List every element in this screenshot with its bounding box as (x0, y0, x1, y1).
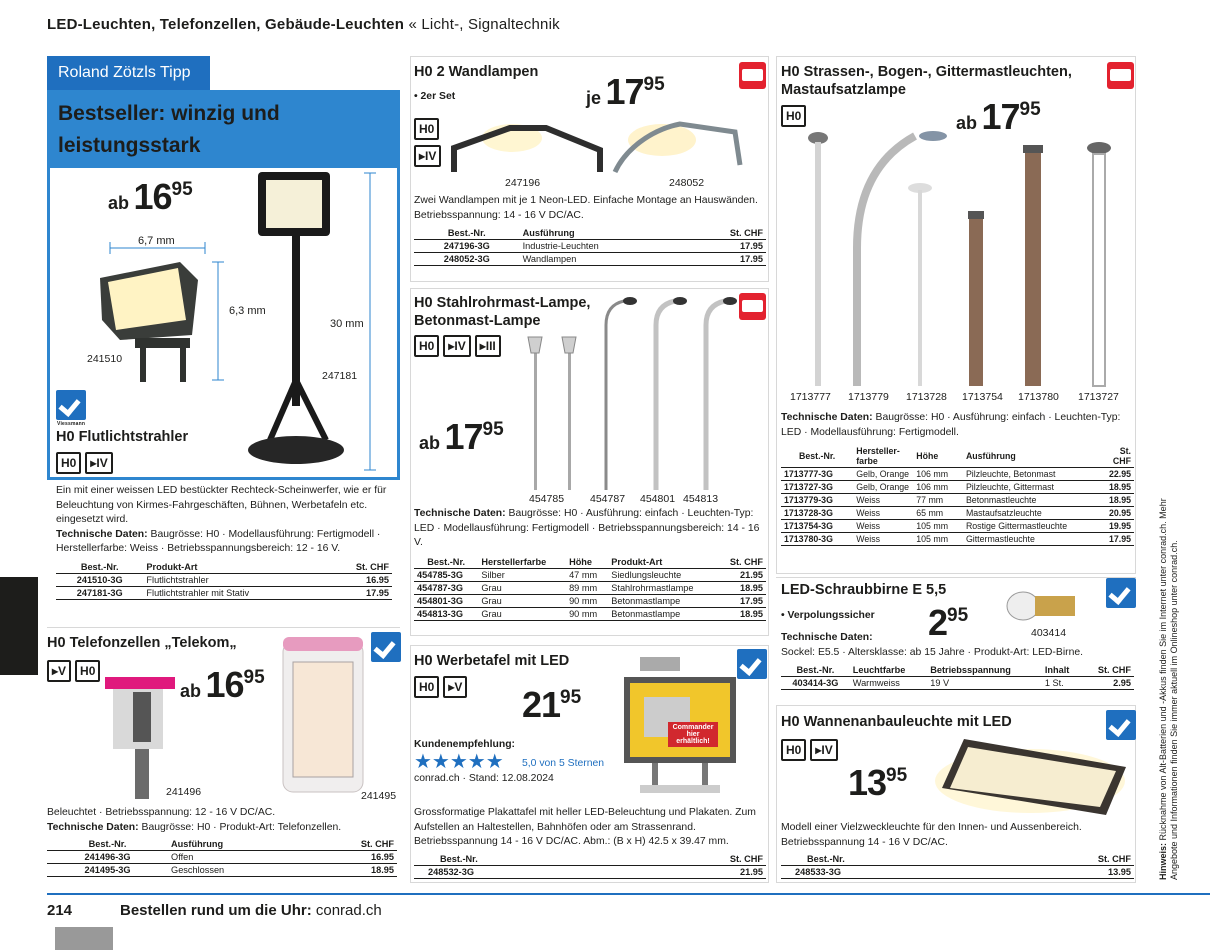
col-header: St. CHF (717, 556, 766, 569)
col-header: Ausführung (168, 838, 306, 851)
gauge-badge: ▸V (443, 676, 467, 698)
description-text: Modell einer Vielzweckleuchte für den Innen- und Aussenbereich. Betriebsspannung 14 - 16 V DC/AC. (781, 822, 1082, 848)
col-header: St. CHF (326, 561, 392, 574)
price-cents: 95 (947, 605, 969, 626)
gauge-badge: ▸III (475, 335, 501, 357)
table-row: 454801-3G Grau 90 mm Betonmastlampe 17.95 (414, 595, 766, 608)
price-int: 13 (848, 762, 887, 803)
table-row: 248532-3G 21.95 (414, 866, 766, 879)
tech-text: Sockel: E5.5 · Altersklasse: ab 15 Jahre · Produkt-Art: LED-Birne. (781, 647, 1084, 658)
order-table (47, 838, 397, 877)
table-row: 1713728-3G Weiss 65 mm Mastaufsatzleuchte 20.95 (781, 507, 1134, 520)
page-marker (55, 927, 113, 950)
col-header: Höhe (566, 556, 608, 569)
footer-rule (47, 893, 1210, 895)
table-row: 1713727-3G Gelb, Orange 106 mm Pilzleuchte, Gittermast 18.95 (781, 481, 1134, 494)
col-header: Produkt-Art (143, 561, 326, 574)
col-header: St. CHF (306, 838, 397, 851)
gauge-badge: H0 (414, 676, 439, 698)
product-title: H0 Telefonzellen „Telekom„ (47, 635, 237, 651)
dim-stand: 30 mm (330, 318, 364, 330)
price-int: 17 (444, 416, 483, 457)
table-row: 454813-3G Grau 90 mm Betonmastlampe 18.95 (414, 608, 766, 621)
col-header: St. CHF (1082, 664, 1134, 677)
table-row: 1713779-3G Weiss 77 mm Betonmastleuchte 18.95 (781, 494, 1134, 507)
gauge-badge: H0 (781, 105, 806, 127)
order-table (781, 445, 1134, 546)
table-row: 1713754-3G Weiss 105 mm Rostige Gittermastleuchte 19.95 (781, 520, 1134, 533)
article-num: 1713728 (906, 391, 947, 403)
article-num: 454813 (683, 493, 719, 505)
tub-light-illustration (930, 733, 1135, 823)
description-text: Ein mit einer weissen LED bestückter Rechteck-Scheinwerfer, wie er für Beleuchtung von Kirmes-Fahrgeschäften, Bühnen, Werbetafeln etc. eingesetzt wird. (56, 485, 387, 525)
price-cents: 95 (243, 667, 265, 688)
article-num: 248052 (669, 177, 705, 189)
article-num: 247181 (322, 370, 358, 382)
table-row: 247181-3G Flutlichtstrahler mit Stativ 17.95 (56, 587, 392, 600)
heading-title: LED-Leuchten, Telefonzellen, Gebäude-Leuchten (47, 16, 405, 33)
order-table (414, 853, 766, 879)
article-num: 454785 (529, 493, 565, 505)
gauge-badge: ▸IV (443, 335, 470, 357)
tech-text: Baugrösse: H0 · Modellausführung: Fertigmodell · Herstellerfarbe: Weiss · Betriebsspannungsbereich: 12 - 16 V. (56, 528, 381, 554)
footer-url[interactable]: conrad.ch (315, 902, 382, 919)
street-lamps-illustration (520, 295, 750, 495)
price-prefix: ab (419, 433, 441, 453)
table-row: 241495-3G Geschlossen 18.95 (47, 864, 397, 877)
price-int: 21 (522, 684, 561, 725)
gauge-badge: ▸IV (85, 452, 112, 474)
description-text: Zwei Wandlampen mit je 1 Neon-LED. Einfache Montage an Hauswänden. Betriebsspannung: 14 - 16 V DC/AC. (414, 195, 758, 221)
col-header: Höhe (913, 445, 963, 468)
article-num: 1713779 (848, 391, 889, 403)
article-num: 1713780 (1018, 391, 1059, 403)
article-num: 454801 (640, 493, 676, 505)
order-table (56, 561, 392, 600)
table-row: 248052-3G Wandlampen 17.95 (414, 253, 766, 266)
col-header: Best.-Nr. (414, 853, 636, 866)
price-cents: 95 (886, 765, 908, 786)
bulb-illustration (1005, 588, 1085, 624)
side-note (1158, 460, 1180, 880)
rating-stars: ★★★★★ (414, 751, 504, 773)
price-cents: 95 (643, 74, 665, 95)
col-header: Best.-Nr. (781, 853, 1003, 866)
gauge-badge: ▸IV (810, 739, 837, 761)
bullet: • 2er Set (414, 91, 456, 102)
gauge-badge: H0 (414, 335, 439, 357)
gauge-badge: ▸IV (414, 145, 441, 167)
phonebooth-illustration (105, 632, 375, 802)
gauge-badge: H0 (56, 452, 81, 474)
rating-source: conrad.ch · Stand: 12.08.2024 (414, 773, 554, 784)
product-title: H0 Stahlrohrmast-Lampe, Betonmast-Lampe (414, 295, 591, 329)
table-row: 241496-3G Offen 16.95 (47, 851, 397, 864)
billboard-text: Commander hier erhältlich! (668, 722, 718, 747)
product-title: LED-Schraubbirne E 5,5 (781, 582, 947, 598)
product-description (47, 806, 397, 835)
wanne-price (848, 762, 907, 804)
col-header: Hersteller-farbe (853, 445, 913, 468)
price-cents: 95 (482, 419, 504, 440)
wand-price (586, 71, 665, 113)
product-title: H0 Wannenanbauleuchte mit LED (781, 714, 1012, 730)
table-row: 454785-3G Silber 47 mm Siedlungsleuchte 21.95 (414, 569, 766, 582)
schraub-price (928, 602, 968, 644)
table-row: 403414-3G Warmweiss 19 V 1 St. 2.95 (781, 677, 1134, 690)
gauge-badges (47, 660, 104, 682)
price-int: 2 (928, 602, 948, 643)
product-title: H0 2 Wandlampen (414, 64, 539, 80)
product-title: H0 Flutlichtstrahler (56, 429, 189, 445)
description-text: Grossformatige Plakattafel mit heller LED-Beleuchtung und Plakaten. Zum Aufstellen an Haltestellen, Bahnhöfen oder am Strassenrand. Betriebsspannung 14 - 16 V DC/AC. Abm.: (B x H) 42.5 x 39.47 mm. (414, 807, 756, 847)
gauge-badges (781, 739, 842, 761)
page-heading (47, 16, 560, 33)
gauge-badges (781, 105, 810, 127)
article-num: 1713727 (1078, 391, 1119, 403)
price-int: 16 (205, 664, 244, 705)
product-title: H0 Strassen-, Bogen-, Gittermastleuchten, Mastaufsatzlampe (781, 64, 1072, 98)
product-title: H0 Werbetafel mit LED (414, 653, 570, 669)
price-prefix: je (586, 88, 602, 108)
gauge-badge: H0 (414, 118, 439, 140)
table-row: 1713777-3G Gelb, Orange 106 mm Pilzleuchte, Betonmast 22.95 (781, 468, 1134, 481)
side-note-text: Rücknahme von Alt-Batterien und -Akkus finden Sie im Internet unter conrad.ch. Mehr Angebote und Informationen finden Sie immer aktuell im Onlineshop unter conrad.ch. (1158, 498, 1179, 880)
col-header: Betriebsspannung (927, 664, 1042, 677)
bullet: • Verpolungssicher (781, 610, 875, 621)
price-cents: 95 (1019, 99, 1041, 120)
order-table (781, 664, 1134, 690)
gauge-badges (414, 118, 442, 167)
article-num: 403414 (1031, 627, 1067, 639)
col-header: Best.-Nr. (56, 561, 143, 574)
article-num: 241510 (87, 353, 123, 365)
busch-logo (739, 62, 766, 89)
col-header: Leuchtfarbe (850, 664, 927, 677)
heading-category: « Licht-, Signaltechnik (408, 16, 560, 33)
chapter-tab (0, 577, 38, 675)
article-num: 1713754 (962, 391, 1003, 403)
viessmann-logo (56, 390, 86, 420)
col-header: Best.-Nr. (47, 838, 168, 851)
stahl-price (419, 416, 504, 458)
product-description (56, 484, 394, 557)
article-num: 454787 (590, 493, 626, 505)
tech-text: Technische Daten: Baugrösse: H0 · Ausführung: einfach · Leuchten-Typ: LED · Modellausführung: Fertigmodell. (781, 412, 1121, 438)
price-prefix: ab (108, 193, 130, 213)
price-int: 17 (605, 71, 644, 112)
price-int: 16 (133, 176, 172, 217)
werbe-price (522, 684, 581, 726)
gauge-badges (56, 452, 117, 474)
col-header: St. CHF (1104, 445, 1134, 468)
tipp-tab: Roland Zötzls Tipp (47, 56, 210, 90)
article-num: 247196 (505, 177, 541, 189)
order-table (781, 853, 1134, 879)
gauge-badges (414, 676, 471, 698)
description-text: Beleuchtet · Betriebsspannung: 12 - 16 V DC/AC. (47, 807, 276, 818)
col-header: Ausführung (520, 227, 687, 240)
footer-slogan (120, 902, 382, 919)
tech-label: Technische Daten: (56, 528, 148, 540)
side-note-label: Hinweis: (1158, 842, 1168, 880)
table-row: 241510-3G Flutlichtstrahler 16.95 (56, 574, 392, 587)
busch-logo (1107, 62, 1134, 89)
dim-height: 6,3 mm (229, 305, 266, 317)
col-header: Best.-Nr. (781, 664, 850, 677)
article-num: 241496 (166, 786, 202, 798)
order-table (414, 227, 766, 266)
price-prefix: ab (180, 681, 202, 701)
viessmann-logo (1106, 578, 1136, 608)
tech-label: Technische Daten: (781, 632, 873, 643)
col-header: Herstellerfarbe (478, 556, 566, 569)
tech-text: Technische Daten: Baugrösse: H0 · Ausführung: einfach · Leuchten-Typ: LED · Modellausführung: Fertigmodell · Betriebsspannungsbereich: 14 - 16 V. (414, 508, 760, 548)
gauge-badges (414, 335, 505, 357)
col-header: Ausführung (963, 445, 1104, 468)
col-header: St. CHF (1003, 853, 1134, 866)
col-header: Best.-Nr. (414, 227, 520, 240)
table-row: 248533-3G 13.95 (781, 866, 1134, 879)
col-header: Best.-Nr. (414, 556, 478, 569)
col-header: St. CHF (686, 227, 766, 240)
page-number: 214 (47, 902, 73, 919)
col-header: Best.-Nr. (781, 445, 853, 468)
gauge-badge: H0 (781, 739, 806, 761)
price-prefix: ab (956, 113, 978, 133)
wall-lamps-illustration (450, 110, 760, 182)
col-header: Inhalt (1042, 664, 1082, 677)
footer-label: Bestellen rund um die Uhr: (120, 902, 312, 919)
gauge-badge: ▸V (47, 660, 71, 682)
article-num: 1713777 (790, 391, 831, 403)
tech-text: Baugrösse: H0 · Produkt-Art: Telefonzellen. (138, 821, 342, 833)
viessmann-logo-text: Viessmann (57, 421, 86, 427)
col-header: Produkt-Art (608, 556, 717, 569)
price-cents: 95 (171, 179, 193, 200)
dim-width: 6,7 mm (138, 235, 175, 247)
price-int: 17 (981, 96, 1020, 137)
price-cents: 95 (560, 687, 582, 708)
order-table (414, 556, 766, 621)
table-row: 454787-3G Grau 89 mm Stahlrohrmastlampe 18.95 (414, 582, 766, 595)
gauge-badge: H0 (75, 660, 100, 682)
masts-illustration (785, 128, 1135, 388)
col-header: St. CHF (636, 853, 766, 866)
tech-label: Technische Daten: (47, 821, 139, 833)
table-row: 247196-3G Industrie-Leuchten 17.95 (414, 240, 766, 253)
tipp-headline: Bestseller: winzig und leistungsstark (47, 90, 400, 168)
article-num: 241495 (361, 790, 397, 802)
viessmann-logo (371, 632, 401, 662)
rating-text: 5,0 von 5 Sternen (522, 758, 605, 769)
table-row: 1713780-3G Weiss 105 mm Gittermastleuchte 17.95 (781, 533, 1134, 546)
recommendation-label: Kundenempfehlung: (414, 739, 516, 750)
